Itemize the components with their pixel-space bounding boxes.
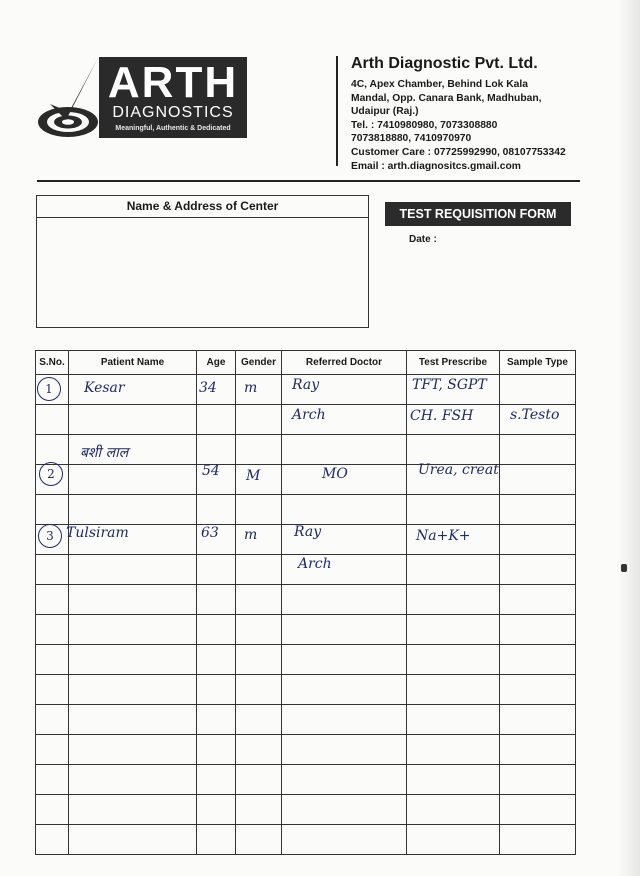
cell-test-prescribe [407, 675, 500, 705]
handwritten-sno-3: 3 [38, 524, 62, 548]
cell-test-prescribe [407, 795, 500, 825]
cell-gender [236, 435, 282, 465]
handwritten-age-1: 34 [199, 380, 217, 396]
cell-sample-type [500, 375, 576, 405]
cell-sample-type [500, 615, 576, 645]
handwritten-doctor-3: Ray [294, 524, 322, 540]
handwritten-age-2: 54 [202, 463, 220, 479]
cell-gender [236, 375, 282, 405]
cell-test-prescribe [407, 645, 500, 675]
cell-patient-name [69, 795, 197, 825]
cell-sample-type [500, 645, 576, 675]
col-header-patient-name: Patient Name [69, 351, 197, 375]
cell-gender [236, 765, 282, 795]
table-row [36, 675, 576, 705]
brand-logo [99, 57, 247, 138]
cell-sample-type [500, 795, 576, 825]
phone-line-1: Tel. : 7410980980, 7073308880 [351, 119, 498, 131]
cell-sno [36, 645, 69, 675]
cell-sample-type [500, 495, 576, 525]
handwritten-tests-1: TFT, SGPT [412, 377, 487, 393]
page-edge-shadow [618, 0, 640, 876]
table-row [36, 495, 576, 525]
header-rule [37, 180, 580, 182]
cell-referred-doctor [282, 795, 407, 825]
col-header-sample-type: Sample Type [500, 351, 576, 375]
cell-test-prescribe [407, 765, 500, 795]
cell-referred-doctor [282, 645, 407, 675]
handwritten-patient-name-1: Kesar [84, 380, 125, 396]
patient-table [35, 350, 576, 855]
cell-gender [236, 495, 282, 525]
handwritten-gender-2: M [246, 468, 261, 484]
handwritten-patient-name-3: Tulsiram [66, 525, 129, 541]
cell-gender [236, 615, 282, 645]
form-title-banner: TEST REQUISITION FORM [385, 202, 571, 226]
handwritten-gender-3: m [244, 527, 258, 543]
header-divider [336, 56, 338, 166]
table-header-row [36, 351, 576, 375]
cell-test-prescribe [407, 825, 500, 855]
cell-age [197, 765, 236, 795]
handwritten-sample-1: s.Testo [510, 407, 560, 423]
col-header-referred-doctor: Referred Doctor [282, 351, 407, 375]
cell-sample-type [500, 465, 576, 495]
cell-sample-type [500, 525, 576, 555]
cell-age [197, 705, 236, 735]
cell-age [197, 555, 236, 585]
cell-patient-name [69, 555, 197, 585]
cell-age [197, 825, 236, 855]
cell-sno [36, 495, 69, 525]
cell-sno [36, 825, 69, 855]
cell-sno [36, 615, 69, 645]
cell-referred-doctor [282, 675, 407, 705]
scan-speck [621, 564, 627, 572]
cell-referred-doctor [282, 585, 407, 615]
handwritten-sno-2: 2 [39, 462, 63, 486]
cell-gender [236, 555, 282, 585]
cell-sample-type [500, 705, 576, 735]
cell-referred-doctor [282, 435, 407, 465]
cell-referred-doctor [282, 825, 407, 855]
cell-sample-type [500, 825, 576, 855]
table-row [36, 825, 576, 855]
cell-gender [236, 825, 282, 855]
table-row [36, 765, 576, 795]
cell-patient-name [69, 825, 197, 855]
cell-referred-doctor [282, 495, 407, 525]
table-row [36, 795, 576, 825]
cell-age [197, 615, 236, 645]
cell-patient-name [69, 735, 197, 765]
cell-age [197, 585, 236, 615]
cell-sample-type [500, 675, 576, 705]
cell-patient-name [69, 765, 197, 795]
center-address-box [36, 195, 369, 328]
company-details [351, 54, 611, 173]
target-check-logo-icon [36, 56, 108, 140]
cell-sno [36, 675, 69, 705]
customer-care-line: Customer Care : 07725992990, 08107753342 [351, 146, 566, 158]
cell-sample-type [500, 555, 576, 585]
cell-patient-name [69, 465, 197, 495]
cell-gender [236, 585, 282, 615]
cell-sno [36, 585, 69, 615]
logo-wordmark: ARTH [107, 58, 239, 107]
handwritten-doctor-1: Ray [292, 377, 320, 393]
logo-tagline: Meaningful, Authentic & Dedicated [115, 125, 231, 132]
cell-gender [236, 645, 282, 675]
cell-gender [236, 795, 282, 825]
cell-patient-name [69, 705, 197, 735]
cell-referred-doctor [282, 735, 407, 765]
cell-patient-name [69, 675, 197, 705]
cell-sno [36, 555, 69, 585]
cell-sno [36, 405, 69, 435]
cell-patient-name [69, 495, 197, 525]
cell-patient-name [69, 615, 197, 645]
handwritten-doctor-2: MO [322, 466, 348, 482]
cell-gender [236, 705, 282, 735]
cell-sno [36, 705, 69, 735]
cell-age [197, 645, 236, 675]
cell-sample-type [500, 435, 576, 465]
handwritten-sno-1: 1 [37, 377, 61, 401]
cell-age [197, 795, 236, 825]
email-line: Email : arth.diagnositcs.gmail.com [351, 160, 521, 172]
cell-sno [36, 765, 69, 795]
cell-test-prescribe [407, 435, 500, 465]
handwritten-tests-2: Urea, creat [418, 462, 499, 478]
handwritten-tests-1-line-2: CH. FSH [410, 408, 474, 424]
col-header-gender: Gender [236, 351, 282, 375]
col-header-sno: S.No. [36, 351, 69, 375]
date-label: Date : [409, 234, 437, 245]
cell-test-prescribe [407, 555, 500, 585]
handwritten-doctor-1-line-2: Arch [292, 407, 326, 423]
table-row [36, 645, 576, 675]
cell-sno [36, 795, 69, 825]
cell-gender [236, 405, 282, 435]
handwritten-doctor-3-line-2: Arch [298, 556, 332, 572]
cell-sample-type [500, 585, 576, 615]
cell-test-prescribe [407, 615, 500, 645]
cell-sno [36, 735, 69, 765]
cell-age [197, 405, 236, 435]
table-row [36, 705, 576, 735]
cell-referred-doctor [282, 765, 407, 795]
address-line-1: 4C, Apex Chamber, Behind Lok Kala [351, 79, 528, 90]
cell-age [197, 435, 236, 465]
cell-gender [236, 735, 282, 765]
cell-age [197, 735, 236, 765]
cell-test-prescribe [407, 705, 500, 735]
col-header-age: Age [197, 351, 236, 375]
cell-referred-doctor [282, 615, 407, 645]
company-name: Arth Diagnostic Pvt. Ltd. [351, 55, 538, 72]
col-header-test-prescribe: Test Prescribe [407, 351, 500, 375]
cell-patient-name [69, 645, 197, 675]
phone-line-2: 7073818880, 7410970970 [351, 133, 472, 145]
cell-test-prescribe [407, 735, 500, 765]
cell-gender [236, 675, 282, 705]
table-row [36, 615, 576, 645]
cell-sno [36, 435, 69, 465]
cell-sample-type [500, 735, 576, 765]
handwritten-gender-1: m [244, 380, 258, 396]
table-row [36, 585, 576, 615]
handwritten-patient-name-2: बशी लाल [80, 445, 129, 461]
handwritten-age-3: 63 [201, 525, 219, 541]
center-address-heading: Name & Address of Center [37, 196, 368, 218]
cell-sample-type [500, 765, 576, 795]
address-line-2: Mandal, Opp. Canara Bank, Madhuban, [351, 92, 542, 104]
handwritten-tests-3: Na+K+ [416, 528, 471, 544]
cell-age [197, 495, 236, 525]
cell-test-prescribe [407, 585, 500, 615]
cell-patient-name [69, 585, 197, 615]
cell-patient-name [69, 405, 197, 435]
table-row [36, 735, 576, 765]
logo-subtitle: DIAGNOSTICS [112, 104, 234, 121]
cell-test-prescribe [407, 495, 500, 525]
cell-referred-doctor [282, 705, 407, 735]
cell-age [197, 675, 236, 705]
cell-gender [236, 525, 282, 555]
address-line-3: Udaipur (Raj.) [351, 106, 419, 118]
